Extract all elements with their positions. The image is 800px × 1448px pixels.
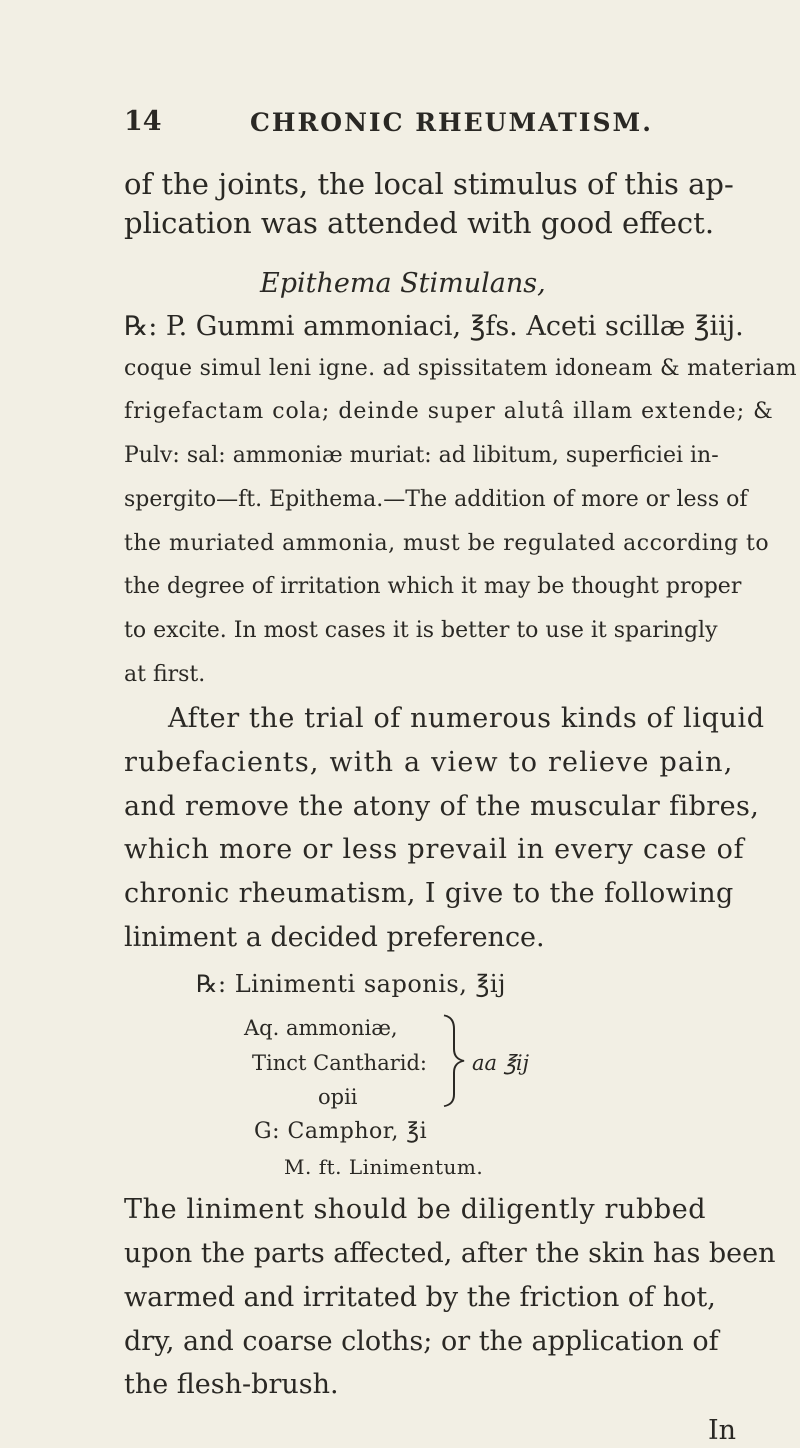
recipe-ingredient: opii [318, 1085, 358, 1110]
catchword: In [708, 1415, 737, 1446]
text-line: ℞: P. Gummi ammoniaci, ℥fs. Aceti scillæ ℥iij. [124, 311, 744, 343]
text-line: upon the parts affected, after the skin has been [124, 1238, 776, 1270]
text-line: which more or less prevail in every case of [124, 834, 745, 866]
recipe-ingredient: Aq. ammoniæ, [244, 1016, 398, 1041]
text-line: the flesh-brush. [124, 1369, 339, 1401]
text-line-content: plication was attended with good effect. [124, 205, 715, 240]
recipe-ingredient: Tinct Cantharid: [252, 1050, 427, 1075]
page-number: 14 [124, 106, 162, 137]
text-line: spergito—ft. Epithema.—The addition of more or less of [124, 486, 748, 512]
recipe-dose: aa ℥ij [472, 1050, 530, 1075]
text-line [124, 205, 715, 240]
text-line: The liniment should be diligently rubbed [124, 1194, 707, 1226]
recipe-line: ℞: Linimenti saponis, ℥ij [196, 970, 506, 999]
text-line: the degree of irritation which it may be thought proper [124, 574, 742, 600]
text-line: frigefactam cola; deinde super alutâ illam extende; & [124, 399, 774, 425]
recipe-line: M. ft. Linimentum. [284, 1155, 484, 1180]
text-line: liniment a decided preference. [124, 921, 545, 953]
text-line: coque simul leni igne. ad spissitatem idoneam & materiam [124, 355, 797, 381]
text-line: to excite. In most cases it is better to use it sparingly [124, 618, 718, 644]
text-line: After the trial of numerous kinds of liquid [168, 703, 765, 735]
text-line: Pulv: sal: ammoniæ muriat: ad libitum, superficiei in- [124, 443, 719, 469]
text-line: rubefacients, with a view to relieve pain, [124, 746, 734, 778]
text-line [124, 167, 744, 202]
running-title: CHRONIC RHEUMATISM. [250, 108, 653, 137]
text-line: warmed and irritated by the friction of hot, [124, 1281, 716, 1313]
text-line-content: of the joints, the local stimulus of this ap- [124, 167, 734, 202]
text-line: dry, and coarse cloths; or the application of [124, 1325, 719, 1357]
section-heading: Epithema Stimulans, [260, 267, 546, 299]
text-line: chronic rheumatism, I give to the following [124, 878, 734, 910]
recipe-line: G: Camphor, ℥i [254, 1118, 428, 1144]
text-line: at first. [124, 661, 206, 687]
text-line: the muriated ammonia, must be regulated according to [124, 530, 770, 556]
text-line: and remove the atony of the muscular fibres, [124, 790, 760, 822]
recipe-brace [440, 1012, 470, 1110]
